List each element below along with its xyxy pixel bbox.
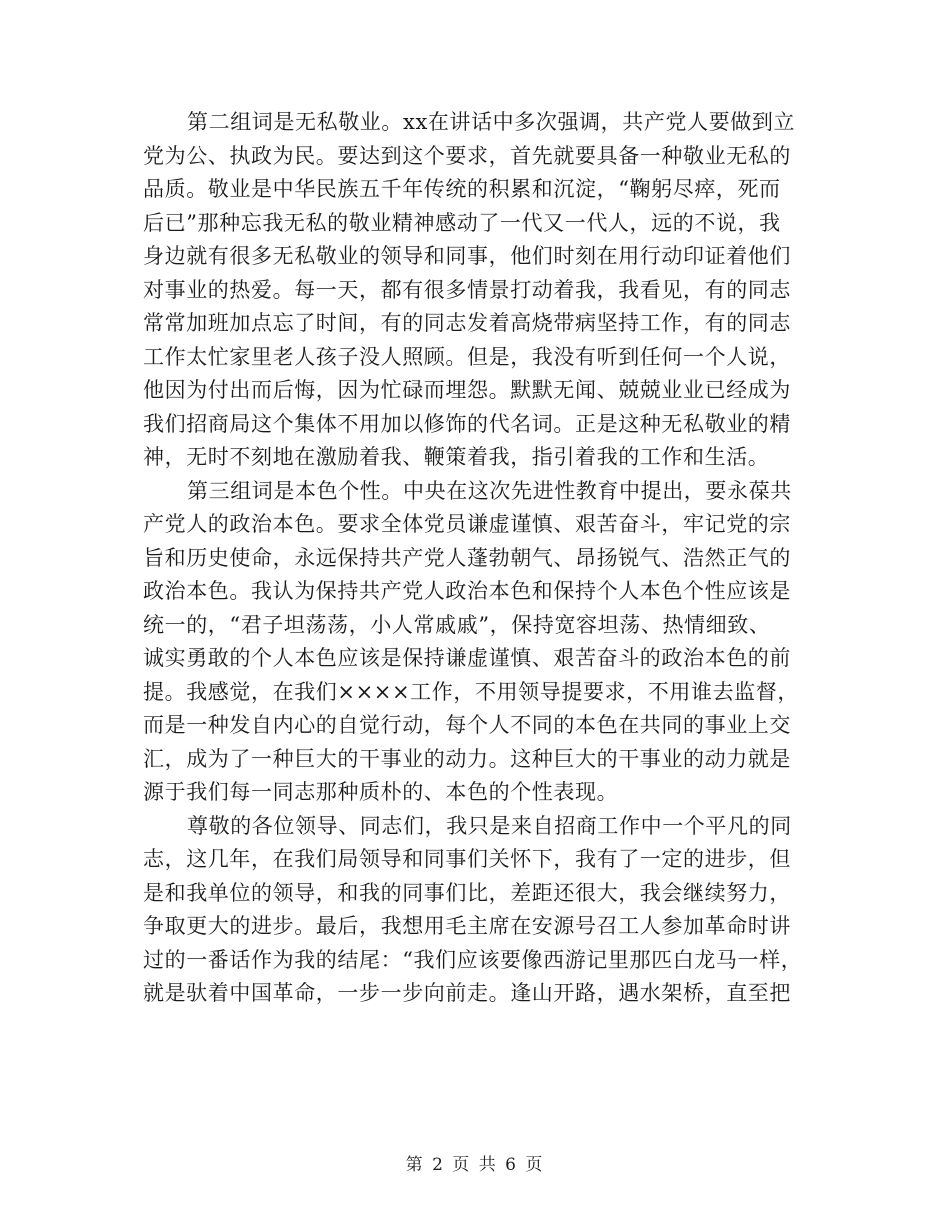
text-line: 第二组词是无私敬业。xx在讲话中多次强调，共产党人要做到立 xyxy=(187,110,796,134)
text-line: 是和我单位的领导，和我的同事们比，差距还很大，我会继续努力， xyxy=(143,880,791,905)
paragraph-original-character xyxy=(143,475,813,810)
text-line: 第三组词是本色个性。中央在这次先进性教育中提出，要永葆共 xyxy=(187,478,792,503)
text-line: 旨和历史使命，永远保持共产党人蓬勃朝气、昂扬锐气、浩然正气的 xyxy=(143,545,791,570)
text-line: 政治本色。我认为保持共产党人政治本色和保持个人本色个性应该是 xyxy=(143,579,791,603)
text-line: 过的一番话作为我的结尾：“我们应该要像西游记里那匹白龙马一样， xyxy=(143,947,803,972)
text-line: 神，无时不刻地在激励着我、鞭策着我，指引着我的工作和生活。 xyxy=(143,445,770,469)
text-line: 我们招商局这个集体不用加以修饰的代名词。正是这种无私敬业的精 xyxy=(143,411,791,436)
text-line: 后已”那种忘我无私的敬业精神感动了一代又一代人，远的不说，我 xyxy=(143,210,781,235)
text-line: 汇，成为了一种巨大的干事业的动力。这种巨大的干事业的动力就是 xyxy=(143,746,791,771)
text-line: 提。我感觉，在我们××××工作，不用领导提要求，不用谁去监督， xyxy=(143,679,799,704)
text-line: 诚实勇敢的个人本色应该是保持谦虚谨慎、艰苦奋斗的政治本色的前 xyxy=(143,646,791,670)
text-line: 对事业的热爱。每一天，都有很多情景打动着我，我看见，有的同志 xyxy=(143,277,791,302)
document-body xyxy=(143,106,813,1011)
text-line: 身边就有很多无私敬业的领导和同事，他们时刻在用行动印证着他们 xyxy=(143,244,791,268)
paragraph-selfless-dedication xyxy=(143,106,813,475)
text-line: 产党人的政治本色。要求全体党员谦虚谨慎、艰苦奋斗，牢记党的宗 xyxy=(143,512,791,536)
text-line: 就是驮着中国革命，一步一步向前走。逢山开路，遇水架桥，直至把 xyxy=(143,981,791,1005)
text-line: 品质。敬业是中华民族五千年传统的积累和沉淀，“鞠躬尽瘁，死而 xyxy=(143,177,781,201)
text-line: 争取更大的进步。最后，我想用毛主席在安源号召工人参加革命时讲 xyxy=(143,914,791,938)
text-line: 源于我们每一同志那种质朴的、本色的个性表现。 xyxy=(143,780,619,804)
text-line: 工作太忙家里老人孩子没人照顾。但是，我没有听到任何一个人说， xyxy=(143,344,791,369)
paragraph-closing-remarks xyxy=(143,810,813,1011)
page-number-footer: 第 2 页 共 6 页 xyxy=(405,1155,545,1175)
text-line: 党为公、执政为民。要达到这个要求，首先就要具备一种敬业无私的 xyxy=(143,143,791,168)
text-line: 常常加班加点忘了时间，有的同志发着高烧带病坚持工作，有的同志 xyxy=(143,311,791,335)
text-line: 尊敬的各位领导、同志们，我只是来自招商工作中一个平凡的同 xyxy=(187,813,792,838)
text-line: 他因为付出而后悔，因为忙碌而埋怨。默默无闻、兢兢业业已经成为 xyxy=(143,378,791,402)
text-line: 志，这几年，在我们局领导和同事们关怀下，我有了一定的进步，但 xyxy=(143,847,791,871)
text-line: 统一的，“君子坦荡荡，小人常戚戚”，保持宽容坦荡、热情细致、 xyxy=(143,612,771,637)
text-line: 而是一种发自内心的自觉行动，每个人不同的本色在共同的事业上交 xyxy=(143,713,791,737)
